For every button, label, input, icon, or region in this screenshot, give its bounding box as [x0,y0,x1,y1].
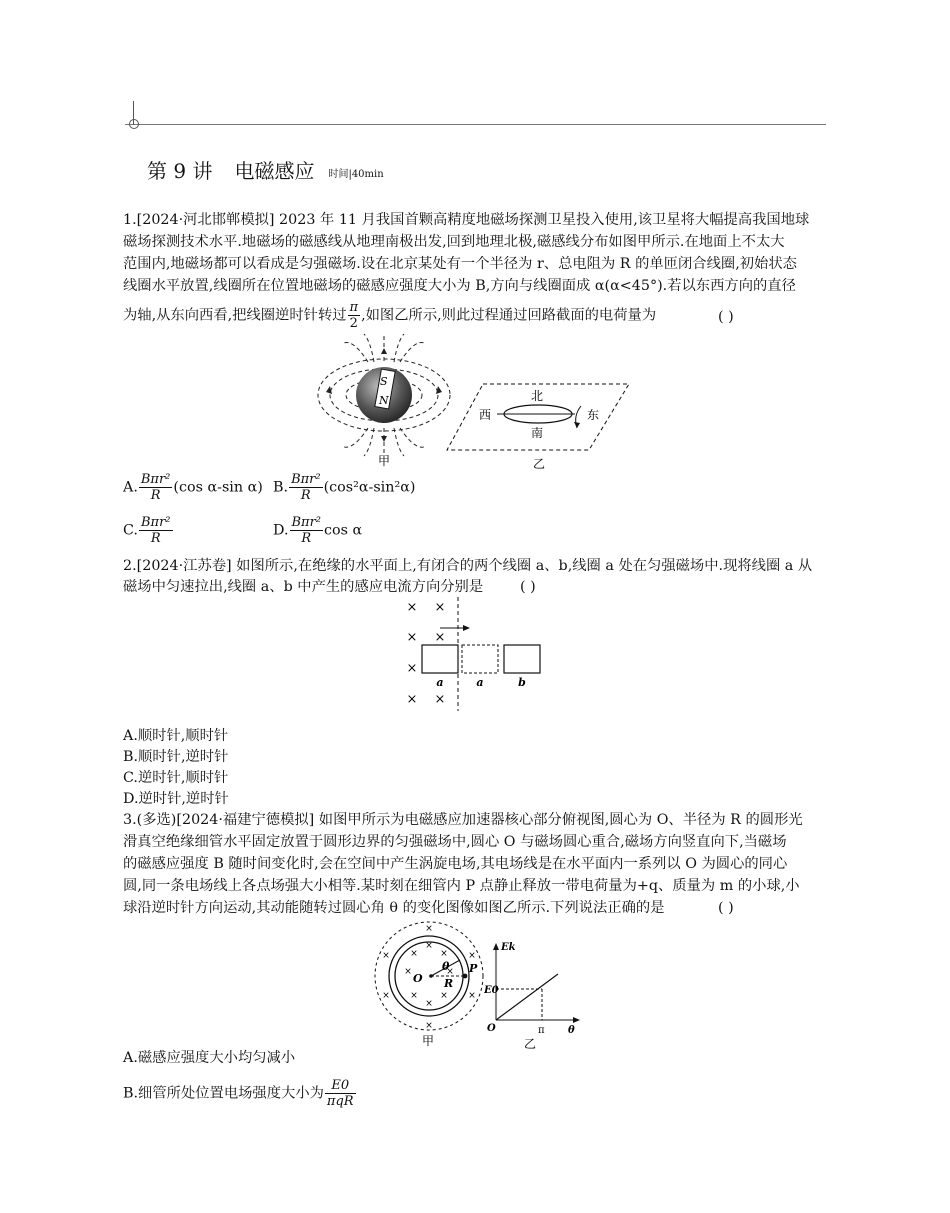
svg-text:甲: 甲 [378,454,391,468]
q1-line: 1.[2024·河北邯郸模拟] 2023 年 11 月我国首颗高精度地磁场探测卫星投入使用,该卫星将大幅提高我国地球 [123,212,810,228]
q1-line-5: 为轴,从东向西看,把线圈逆时针转过 $\frac{\pi}{2}$ ,如图乙所示,则此过程通过回路截面的电荷量为 [123,300,657,331]
q3-line: 球沿逆时针方向运动,其动能随转过圆心角 θ 的变化图像如图乙所示.下列说法正确的是 [123,900,665,916]
svg-text:×: × [425,924,433,934]
time-limit: 时间|40min [328,169,384,180]
svg-text:×: × [468,991,476,1001]
q1-option-c: C. $\frac{\text{Bπr²}}{R}$ [123,515,171,546]
q1-line: 线圈水平放置,线圈所在位置地磁场的磁感应强度大小为 B,方向与线圈面成 α(α<45°).若以东西方向的直径 [123,278,796,294]
svg-text:×: × [410,949,418,959]
svg-text:乙: 乙 [533,457,546,471]
svg-text:×: × [406,661,418,676]
pi-over-2-fraction: $\frac{\pi}{2}$ [349,300,359,331]
svg-text:E0: E0 [484,985,499,996]
svg-text:×: × [382,951,390,961]
arrow-right-icon [463,625,470,631]
svg-text:×: × [468,951,476,961]
coil-a [422,645,458,673]
svg-text:×: × [446,967,454,977]
svg-text:×: × [434,692,446,707]
figure-ek-graph [484,940,584,1052]
svg-text:×: × [404,967,412,977]
svg-text:×: × [406,692,418,707]
svg-text:a: a [476,676,484,689]
q2-answer-bracket: ( ) [520,579,536,595]
svg-text:×: × [410,991,418,1001]
svg-text:O: O [487,1023,496,1034]
figure-accelerator [372,920,487,1050]
coil-a-moved [462,645,498,673]
q3-line: 的磁感应强度 B 随时间变化时,会在空间中产生涡旋电场,其电场线是在水平面内一系列以 O 为圆心的同心 [123,856,788,872]
q1-line: 范围内,地磁场都可以看成是匀强磁场.设在北京某处有一个半径为 r、总电阻为 R 的单匝闭合线圈,初始状态 [123,256,797,272]
svg-text:×: × [440,949,448,959]
svg-text:东: 东 [587,408,600,422]
svg-text:O: O [413,972,423,985]
q2-option-a: A.顺时针,顺时针 [123,728,229,744]
svg-text:×: × [382,991,390,1001]
svg-text:b: b [518,676,526,689]
svg-text:S: S [380,375,388,388]
q2-option-d: D.逆时针,逆时针 [123,791,229,807]
svg-text:Ek: Ek [501,942,516,953]
q3-line: 滑真空绝缘细管水平固定放置于圆形边界的匀强磁场中,圆心 O 与磁场圆心重合,磁场方向竖直向下,当磁场 [123,834,787,850]
svg-text:×: × [440,991,448,1001]
lecture-number: 第 9 讲 [147,159,213,183]
q3-option-a: A.磁感应强度大小均匀减小 [123,1050,296,1066]
q2-option-c: C.逆时针,顺时针 [123,770,229,786]
svg-text:×: × [406,630,418,645]
svg-text:a: a [436,676,444,689]
q1-line: 磁场探测技术水平.地磁场的磁感线从地理南极出发,回到地理北极,磁感线分布如图甲所示.在地面上不太大 [123,234,785,250]
svg-text:乙: 乙 [524,1037,537,1051]
svg-text:π: π [538,1025,545,1036]
svg-text:×: × [434,630,446,645]
q1-option-d: D. $\frac{\text{Bπr²}}{R}$ cos α [273,515,363,546]
q3-answer-bracket: ( ) [718,900,734,916]
q2-line: 2.[2024·江苏卷] 如图所示,在绝缘的水平面上,有闭合的两个线圈 a、b,线圈 a 处在匀强磁场中.现将线圈 a 从 [123,558,813,574]
coil-b [504,645,540,673]
svg-text:×: × [434,600,446,615]
svg-text:甲: 甲 [422,1034,435,1048]
figure-loop-plane [445,382,631,472]
q1-option-b: B. $\frac{\text{Bπr²}}{R}$ (cos²α-sin²α) [273,472,416,503]
svg-text:θ: θ [442,960,450,973]
svg-text:×: × [425,941,433,951]
q1-option-a: A. $\frac{\text{Bπr²}}{R}$ (cos α-sin α) [123,472,263,503]
svg-text:×: × [406,600,418,615]
svg-text:R: R [444,977,454,990]
figure-earth-field [312,332,457,470]
page-title [147,155,384,184]
svg-text:北: 北 [531,389,544,403]
header-rule [125,124,826,125]
binding-mark-circle [129,119,139,129]
svg-text:N: N [379,394,389,407]
figure-coils-field [400,595,550,713]
ek-line [496,974,558,1020]
q2-line: 磁场中匀速拉出,线圈 a、b 中产生的感应电流方向分别是 [123,579,484,595]
q3-line: 3.(多选)[2024·福建宁德模拟] 如图甲所示为电磁感应加速器核心部分俯视图,圆心为 O、半径为 R 的圆形光 [123,812,803,828]
svg-text:θ: θ [568,1025,575,1036]
svg-text:×: × [425,1021,433,1031]
svg-text:×: × [425,999,433,1009]
q2-option-b: B.顺时针,逆时针 [123,749,229,765]
q3-option-b: B.细管所处位置电场强度大小为 $\frac{E0}{\text{πqR}}$ [123,1078,354,1109]
lecture-topic: 电磁感应 [234,159,315,183]
svg-text:南: 南 [531,426,544,440]
svg-text:P: P [469,962,478,975]
svg-text:西: 西 [479,408,492,422]
q1-answer-bracket: ( ) [718,309,734,325]
q3-line: 圆,同一条电场线上各点场强大小相等.某时刻在细管内 P 点静止释放一带电荷量为+q、质量为 m 的小球,小 [123,878,800,894]
